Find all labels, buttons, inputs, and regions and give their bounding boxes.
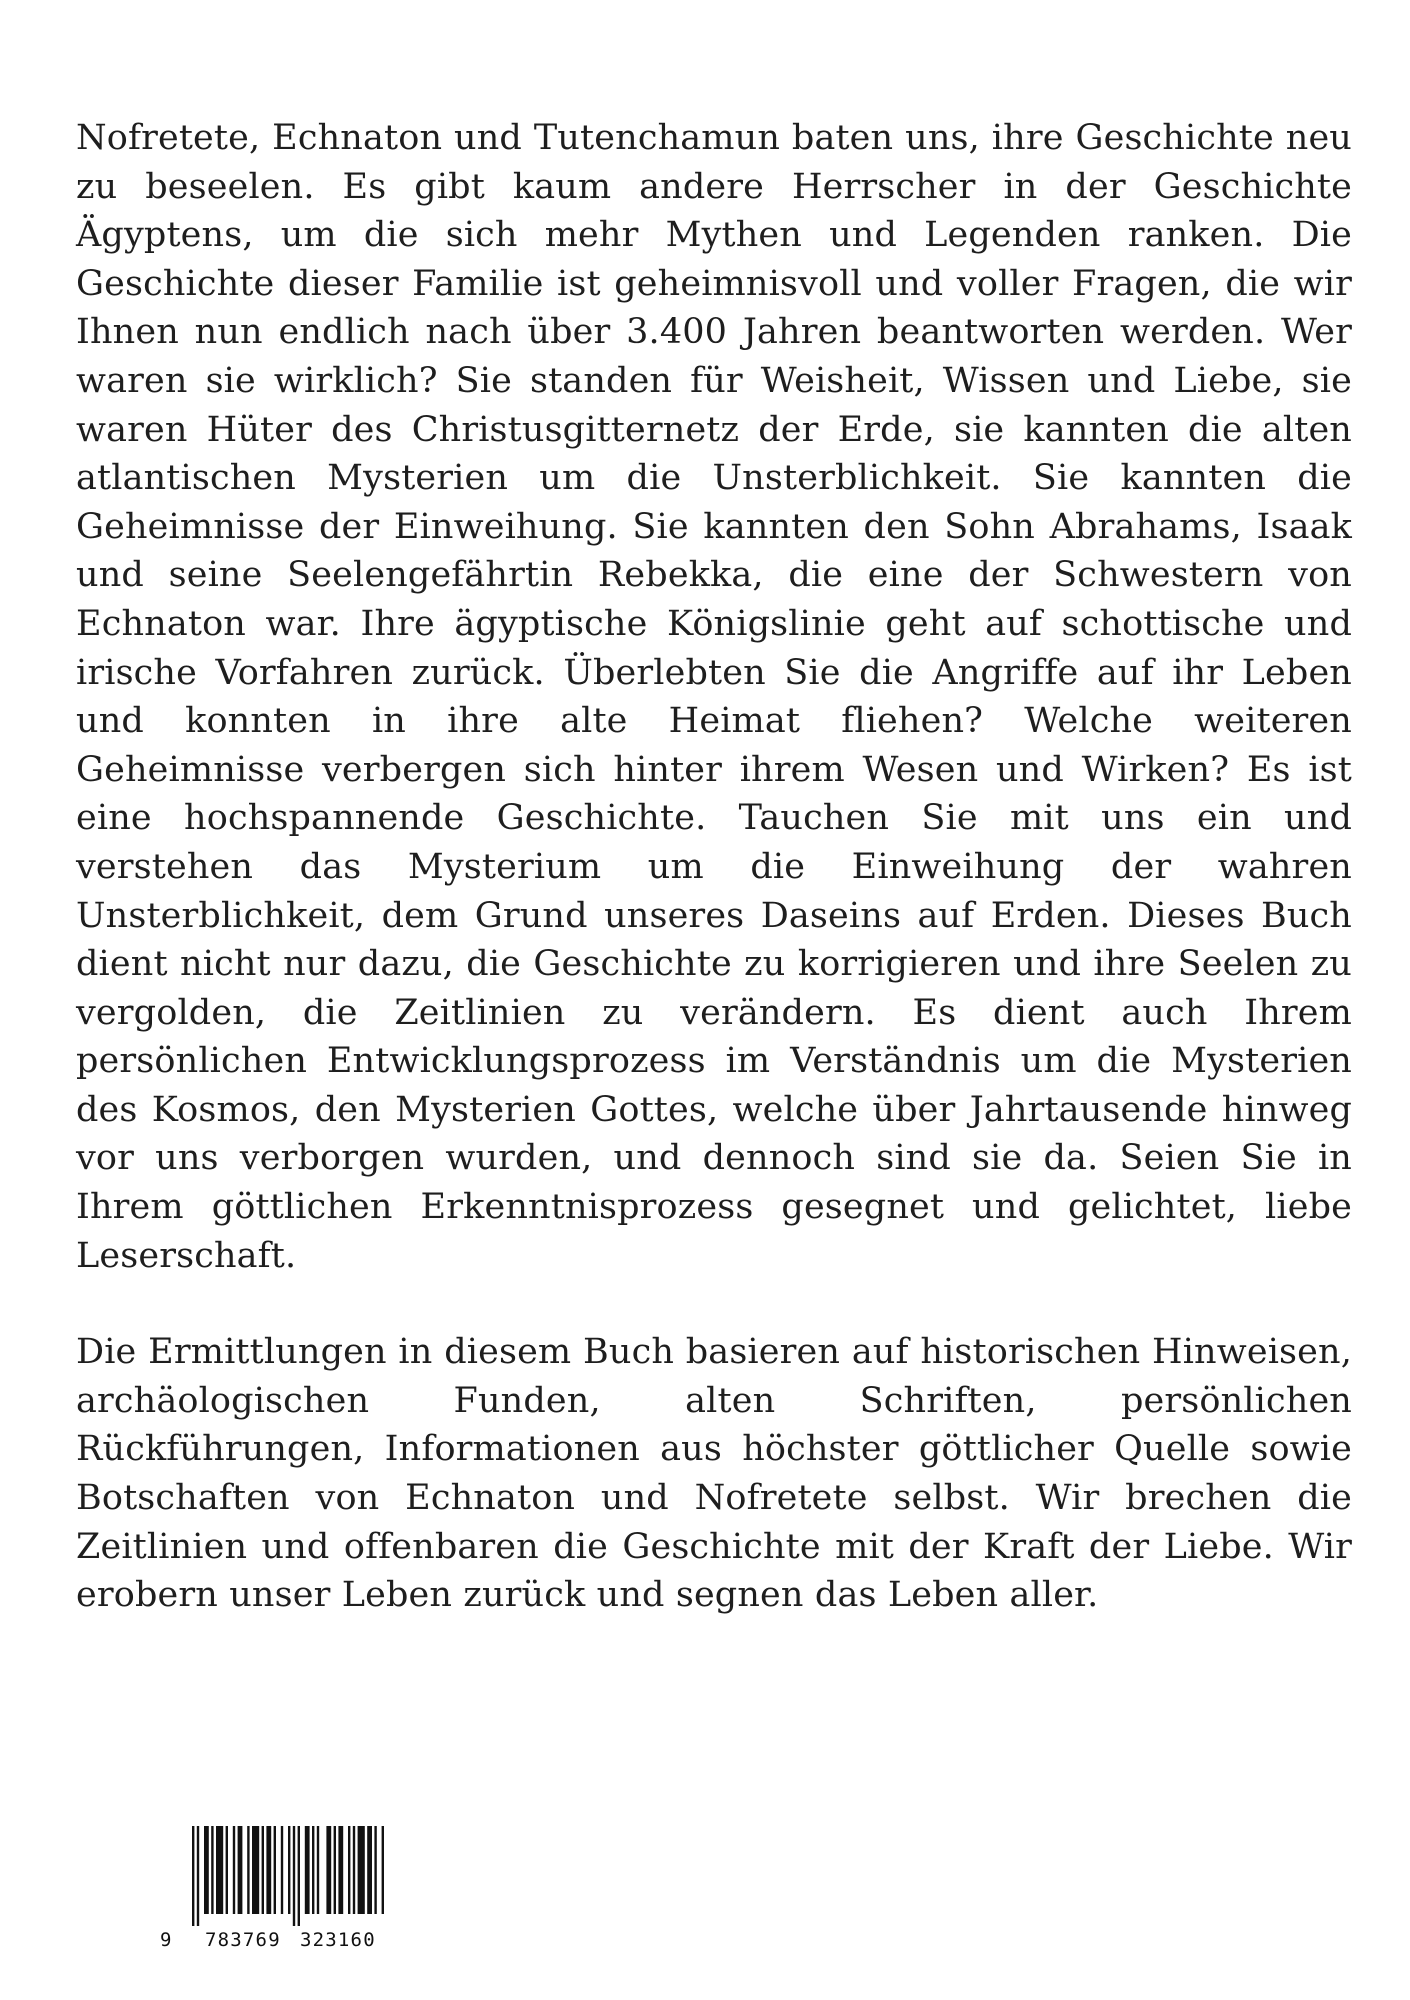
barcode-digit-group-2: 323160 <box>300 1929 376 1951</box>
barcode-bar <box>334 1826 336 1914</box>
blurb-paragraph-2: Die Ermittlungen in diesem Buch basieren auf historischen Hinweisen, archäologischen Funden, alten Schriften, persönlichen Rückführungen, Informationen aus höchster göttlicher Quelle sowie Botschaften von Echnaton und Nofretete selbst. Wir brechen die Zeitlinien und offenbaren die Geschichte mit der Kraft der Liebe. Wir erobern unser Leben zurück und segnen das Leben aller. <box>76 1332 1352 1616</box>
barcode-bar <box>233 1826 235 1914</box>
barcode-bar <box>266 1826 271 1914</box>
barcode-bar <box>353 1826 355 1914</box>
barcode-bar <box>305 1826 310 1914</box>
barcode-bar <box>197 1826 199 1926</box>
blurb-text <box>76 114 1352 1620</box>
barcode-icon <box>190 1826 390 1926</box>
barcode-bar <box>281 1826 283 1914</box>
barcode-bar <box>216 1826 223 1914</box>
isbn-barcode <box>160 1826 430 1966</box>
barcode-bar <box>262 1826 264 1914</box>
barcode-bar <box>247 1826 249 1914</box>
barcode-bar <box>192 1826 194 1926</box>
blurb-paragraph-1: Nofretete, Echnaton und Tutenchamun baten uns, ihre Geschichte neu zu beseelen. Es gibt kaum andere Herrscher in der Geschichte Ägyptens, um die sich mehr Mythen und Legenden ranken. Die Geschichte dieser Familie ist geheimnisvoll und voller Fragen, die wir Ihnen nun endlich nach über 3.400 Jahren beantworten werden. Wer waren sie wirklich? Sie standen für Weisheit, Wissen und Liebe, sie waren Hüter des Christusgitternetz der Erde, sie kannten die alten atlantischen Mysterien um die Unsterblichkeit. Sie kannten die Geheimnisse der Einweihung. Sie kannten den Sohn Abrahams, Isaak und seine Seelengefährtin Rebekka, die eine der Schwestern von Echnaton war. Ihre ägyptische Königslinie geht auf schottische und irische Vorfahren zurück. Überlebten Sie die Angriffe auf ihr Leben und konnten in ihre alte Heimat fliehen? Welche weiteren Geheimnisse verbergen sich hinter ihrem Wesen und Wirken? Es ist eine hochspannende Geschichte. Tauchen Sie mit uns ein und verstehen das Mysterium um die Einweihung der wahren Unsterblichkeit, dem Grund unseres Daseins auf Erden. Dieses Buch dient nicht nur dazu, die Geschichte zu korrigieren und ihre Seelen zu vergolden, die Zeitlinien zu verändern. Es dient auch Ihrem persönlichen Entwicklungsprozess im Verständnis um die Mysterien des Kosmos, den Mysterien Gottes, welche über Jahrtausende hinweg vor uns verborgen wurden, und dennoch sind sie da. Seien Sie in Ihrem göttlichen Erkenntnisprozess gesegnet und gelichtet, liebe Leserschaft. <box>76 118 1352 1276</box>
barcode-bar <box>288 1826 290 1914</box>
barcode-lead-digit: 9 <box>160 1929 172 1951</box>
barcode-bar <box>252 1826 259 1914</box>
barcode-bar <box>293 1826 295 1926</box>
barcode-bar <box>204 1826 209 1914</box>
barcode-bar <box>358 1826 365 1914</box>
barcode-bar <box>326 1826 331 1914</box>
barcode-bar <box>374 1826 376 1914</box>
barcode-bar <box>274 1826 276 1914</box>
barcode-bar <box>226 1826 228 1914</box>
barcode-bar <box>238 1826 243 1914</box>
barcode-bar <box>348 1826 350 1914</box>
barcode-bar <box>317 1826 319 1914</box>
barcode-bar <box>382 1826 384 1914</box>
barcode-bar <box>211 1826 213 1914</box>
barcode-digit-group-1: 783769 <box>205 1929 281 1951</box>
barcode-bar <box>312 1826 314 1914</box>
barcode-bar <box>338 1826 343 1914</box>
barcode-bar <box>298 1826 300 1926</box>
barcode-bar <box>367 1826 372 1914</box>
